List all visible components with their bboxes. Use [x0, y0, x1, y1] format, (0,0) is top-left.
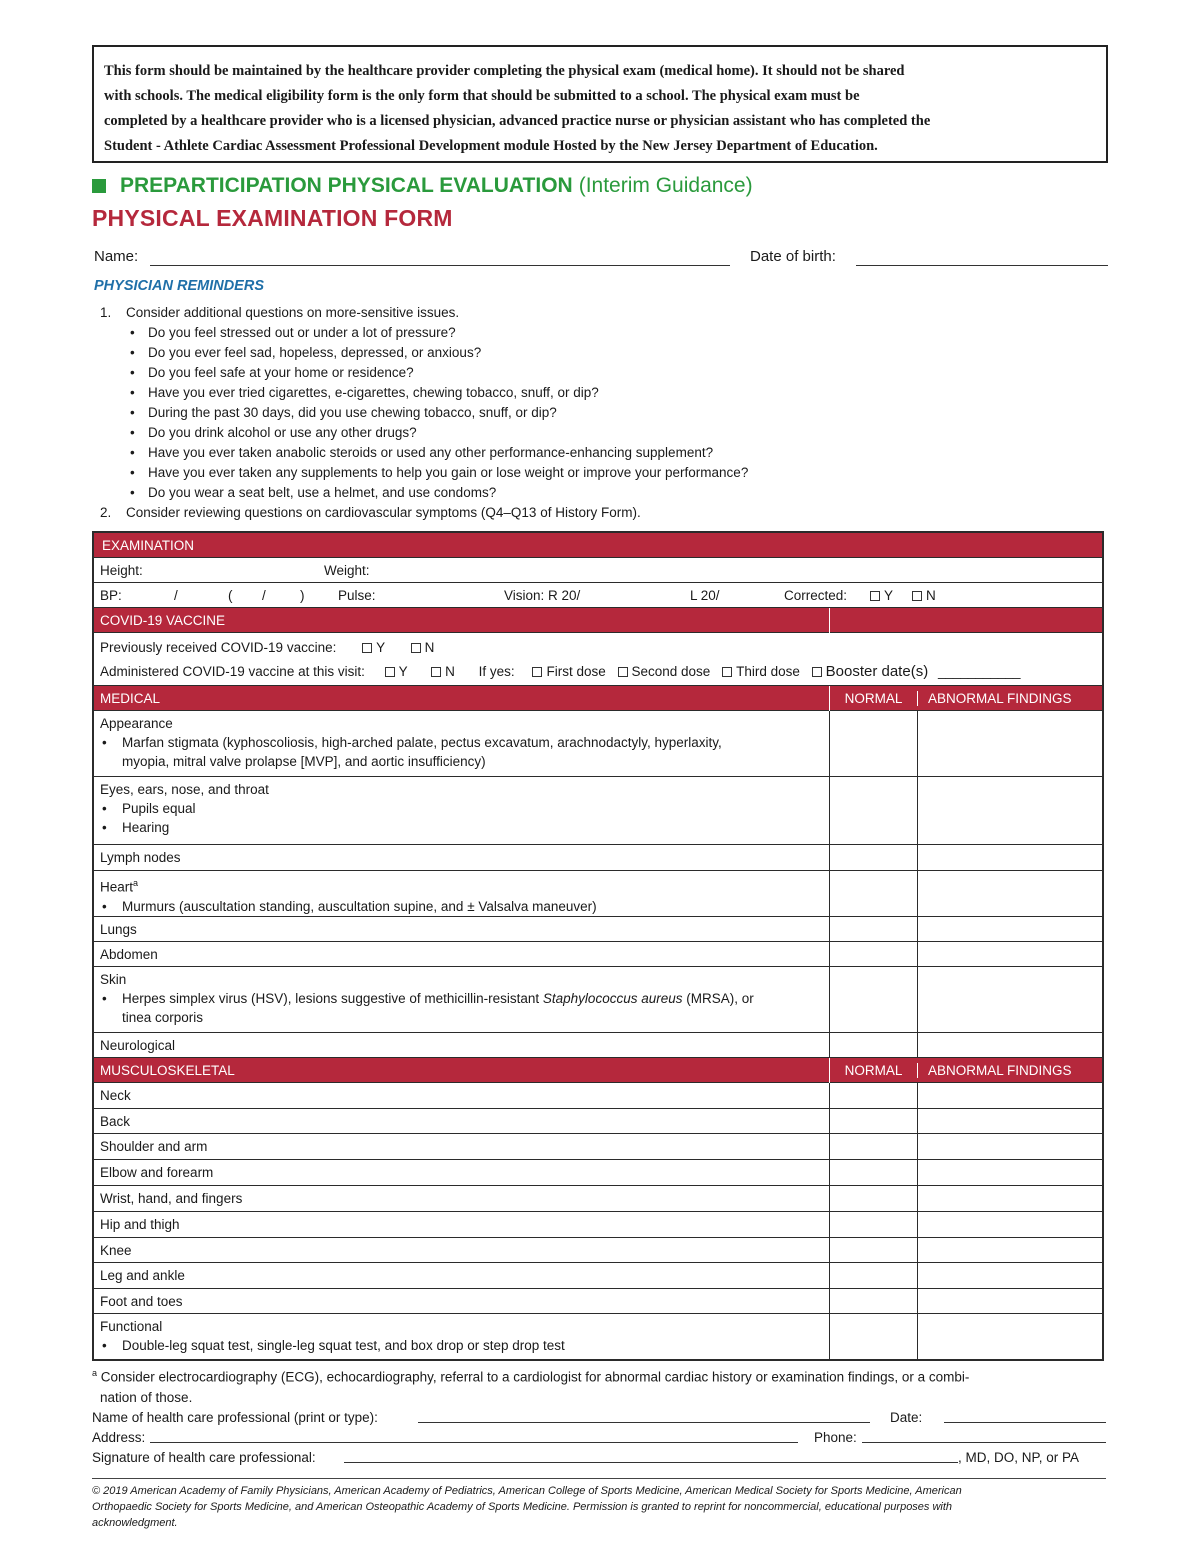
exam-row-heart	[94, 871, 1102, 917]
normal-column-header: NORMAL	[830, 691, 918, 706]
normal-cell[interactable]	[830, 1212, 918, 1237]
credentials-text: , MD, DO, NP, or PA	[958, 1449, 1080, 1465]
copyright-line: Orthopaedic Society for Sports Medicine, and American Osteopathic Academy of Sports Medicine. Permission is granted to reprint for noncommercial, educational purposes with	[92, 1501, 953, 1513]
msk-row	[94, 1238, 1102, 1263]
abnormal-cell[interactable]	[918, 777, 1102, 844]
no-label: N	[926, 588, 936, 603]
neuro-label: Neurological	[94, 1033, 830, 1057]
msk-item-label: Shoulder and arm	[94, 1134, 830, 1159]
reminder-number: 1.	[100, 305, 112, 320]
abnormal-cell[interactable]	[918, 1109, 1102, 1133]
copyright	[92, 1478, 1106, 1531]
bp-label[interactable]: BP:	[100, 588, 122, 603]
eyes-bullet: • Pupils equal	[100, 799, 823, 818]
msk-row	[94, 1212, 1102, 1238]
ppe-title	[92, 174, 753, 198]
skin-bullet-italic: Staphylococcus aureus	[542, 991, 683, 1006]
notice-line: Student - Athlete Cardiac Assessment Professional Development module Hosted by the New Jersey Department of Education.	[104, 138, 878, 154]
checkbox-icon	[532, 667, 542, 677]
covid-prev-no[interactable]	[411, 640, 435, 655]
notice-box	[92, 45, 1108, 163]
abnormal-cell[interactable]	[918, 1160, 1102, 1185]
reminder-item	[100, 303, 748, 323]
checkbox-icon	[870, 591, 880, 601]
address-label: Address:	[92, 1429, 146, 1445]
normal-cell[interactable]	[830, 1160, 918, 1185]
second-dose-label: Second dose	[631, 664, 711, 679]
msk-header	[94, 1058, 1102, 1083]
yes-label: Y	[884, 588, 894, 603]
footnote-cont: nation of those.	[100, 1389, 193, 1405]
first-dose-option[interactable]	[532, 664, 605, 679]
height-label[interactable]: Height:	[100, 563, 143, 578]
functional-cell	[94, 1314, 830, 1359]
msk-item-label: Neck	[94, 1083, 830, 1108]
msk-row	[94, 1109, 1102, 1134]
msk-item-label: Elbow and forearm	[94, 1160, 830, 1185]
abnormal-column-header: ABNORMAL FINDINGS	[928, 690, 1072, 706]
covid-row	[94, 633, 1102, 686]
abdomen-label: Abdomen	[94, 942, 830, 966]
covid-prev-yes[interactable]	[362, 640, 385, 655]
msk-row	[94, 1160, 1102, 1186]
vision-r-label[interactable]: Vision: R 20/	[504, 588, 581, 603]
ppe-subtitle: (Interim Guidance)	[578, 174, 753, 197]
checkbox-icon	[385, 667, 395, 677]
eyes-cell	[94, 777, 830, 844]
checkbox-icon	[722, 667, 732, 677]
heart-cell	[94, 871, 830, 916]
bp-slash: /	[174, 588, 178, 603]
msk-item-label: Back	[94, 1109, 830, 1133]
abnormal-column-header: ABNORMAL FINDINGS	[928, 1062, 1072, 1078]
reminder-bullet: • Do you wear a seat belt, use a helmet, and use condoms?	[100, 483, 748, 503]
normal-cell[interactable]	[830, 942, 918, 966]
hcp-name-field[interactable]	[418, 1422, 870, 1423]
msk-row	[94, 1186, 1102, 1212]
covid-admin-no[interactable]	[431, 664, 455, 679]
yes-label: Y	[398, 664, 408, 679]
checkbox-icon	[411, 643, 421, 653]
skin-label: Skin	[100, 972, 127, 987]
exam-row-skin	[94, 967, 1102, 1033]
signature-row	[92, 1448, 1108, 1468]
normal-cell[interactable]	[830, 871, 918, 916]
reminder-bullet: • Do you ever feel sad, hopeless, depressed, or anxious?	[100, 343, 748, 363]
address-row	[92, 1428, 1108, 1448]
name-dob-row	[94, 248, 1108, 270]
footnote-mark: a	[92, 1368, 98, 1378]
abnormal-cell[interactable]	[918, 942, 1102, 966]
exam-table	[92, 531, 1104, 1361]
normal-cell[interactable]	[830, 1238, 918, 1262]
skin-bullet-text-end: (MRSA), or	[682, 991, 754, 1006]
name-field[interactable]	[150, 265, 730, 266]
form-title: PHYSICAL EXAMINATION FORM	[92, 205, 453, 231]
abnormal-cell[interactable]	[918, 967, 1102, 1032]
reminder-item	[100, 503, 748, 523]
notice-line: completed by a healthcare provider who is a licensed physician, advanced practice nurse or physician assistant who has completed the	[104, 113, 931, 129]
covid-admin-label: Administered COVID-19 vaccine at this visit:	[100, 664, 365, 679]
checkbox-icon	[431, 667, 441, 677]
date-field[interactable]	[944, 1422, 1106, 1423]
covid-prev-label: Previously received COVID-19 vaccine:	[100, 640, 337, 655]
examination-header-label: EXAMINATION	[102, 537, 195, 553]
msk-row	[94, 1289, 1102, 1314]
appearance-cell	[94, 711, 830, 776]
exam-row-lungs	[94, 917, 1102, 942]
skin-bullet-cont: tinea corporis	[122, 1010, 204, 1025]
reminder-bullet: • Have you ever taken any supplements to help you gain or lose weight or improve your performance?	[100, 463, 748, 483]
vitals-cell	[94, 583, 1102, 607]
heart-footnote-mark: a	[133, 878, 139, 888]
normal-cell[interactable]	[830, 1109, 918, 1133]
copyright-line: acknowledgment.	[92, 1517, 178, 1529]
msk-item-label: Wrist, hand, and fingers	[94, 1186, 830, 1211]
checkbox-icon	[912, 591, 922, 601]
reminder-bullet: • During the past 30 days, did you use chewing tobacco, snuff, or dip?	[100, 403, 748, 423]
footer	[92, 1363, 1108, 1468]
exam-row-lymph	[94, 845, 1102, 871]
reminders-list	[100, 303, 748, 523]
bp-paren-close: )	[300, 588, 305, 603]
pulse-label[interactable]: Pulse:	[338, 588, 376, 603]
no-label: N	[424, 640, 435, 655]
notice-line: with schools. The medical eligibility form is the only form that should be submitted to a school. The physical exam must be	[104, 88, 860, 104]
lungs-label: Lungs	[94, 917, 830, 941]
skin-bullet	[100, 989, 823, 1008]
normal-cell[interactable]	[830, 917, 918, 941]
abnormal-cell[interactable]	[918, 1033, 1102, 1057]
phone-field[interactable]	[862, 1442, 1106, 1443]
msk-item-label: Knee	[94, 1238, 830, 1262]
checkbox-icon	[618, 667, 628, 677]
name-label: Name:	[94, 248, 139, 265]
reminder-bullet: • Have you ever tried cigarettes, e-cigarettes, chewing tobacco, snuff, or dip?	[100, 383, 748, 403]
exam-row-neuro	[94, 1033, 1102, 1058]
normal-cell[interactable]	[830, 1134, 918, 1159]
appearance-bullet-cont: myopia, mitral valve prolapse [MVP], and aortic insufficiency)	[122, 754, 486, 769]
covid-cell	[94, 633, 1102, 685]
normal-cell[interactable]	[830, 1033, 918, 1057]
no-label: N	[445, 664, 455, 679]
abnormal-cell[interactable]	[918, 871, 1102, 916]
reminder-text: Consider reviewing questions on cardiovascular symptoms (Q4–Q13 of History Form).	[126, 505, 641, 520]
abnormal-cell[interactable]	[918, 1289, 1102, 1313]
covid-header-label: COVID-19 VACCINE	[94, 608, 830, 633]
reminder-bullet: • Do you drink alcohol or use any other drugs?	[100, 423, 748, 443]
abnormal-cell[interactable]	[918, 711, 1102, 776]
signature-field[interactable]	[344, 1462, 958, 1463]
vitals-row	[94, 583, 1102, 608]
address-field[interactable]	[150, 1442, 798, 1443]
normal-column-header: NORMAL	[830, 1063, 918, 1078]
normal-cell[interactable]	[830, 967, 918, 1032]
msk-item-label: Hip and thigh	[94, 1212, 830, 1237]
functional-label: Functional	[100, 1319, 163, 1334]
normal-cell[interactable]	[830, 1083, 918, 1108]
abnormal-cell[interactable]	[918, 1212, 1102, 1237]
first-dose-label: First dose	[546, 664, 606, 679]
copyright-line: © 2019 American Academy of Family Physicians, American Academy of Pediatrics, American College of Sports Medicine, American Medical Society for Sports Medicine, American	[92, 1485, 962, 1497]
height-weight-cell	[94, 558, 1102, 582]
abnormal-cell[interactable]	[918, 1083, 1102, 1108]
abnormal-cell[interactable]	[918, 917, 1102, 941]
lymph-label: Lymph nodes	[94, 845, 830, 870]
skin-cell	[94, 967, 830, 1032]
msk-row-functional	[94, 1314, 1102, 1359]
reminder-bullet: • Have you ever taken anabolic steroids or used any other performance-enhancing supplement?	[100, 443, 748, 463]
notice-line: This form should be maintained by the healthcare provider completing the physical exam (medical home). It should not be shared	[104, 63, 905, 79]
third-dose-label: Third dose	[736, 664, 800, 679]
reminder-number: 2.	[100, 505, 112, 520]
weight-label[interactable]: Weight:	[324, 563, 370, 578]
reminder-bullet: • Do you feel safe at your home or residence?	[100, 363, 748, 383]
abnormal-cell[interactable]	[918, 1263, 1102, 1288]
heart-label	[100, 874, 823, 897]
examination-header	[94, 533, 1102, 558]
abnormal-cell[interactable]	[918, 1238, 1102, 1262]
corrected-yes[interactable]	[870, 586, 893, 605]
dob-field[interactable]	[856, 265, 1108, 266]
normal-cell[interactable]	[830, 1289, 918, 1313]
covid-prev-row	[100, 638, 434, 657]
bp-paren-open: (	[228, 588, 233, 603]
vision-l-label[interactable]: L 20/	[690, 588, 720, 603]
hcp-name-row	[92, 1408, 1108, 1428]
normal-cell[interactable]	[830, 1186, 918, 1211]
signature-label: Signature of health care professional:	[92, 1449, 316, 1465]
msk-item-label: Foot and toes	[94, 1289, 830, 1313]
normal-cell[interactable]	[830, 1314, 918, 1359]
booster-label: Booster date(s)	[825, 663, 929, 680]
functional-bullet: • Double-leg squat test, single-leg squat test, and box drop or step drop test	[100, 1336, 823, 1355]
second-dose-option[interactable]	[618, 664, 711, 679]
heart-text: Heart	[100, 879, 134, 895]
msk-item-label: Leg and ankle	[94, 1263, 830, 1288]
yes-label: Y	[376, 640, 385, 655]
msk-row	[94, 1083, 1102, 1109]
height-weight-row	[94, 558, 1102, 583]
bp-slash-2: /	[262, 588, 266, 603]
covid-header	[94, 608, 1102, 633]
phone-label: Phone:	[814, 1429, 857, 1445]
booster-option[interactable]	[812, 664, 929, 679]
checkbox-icon	[812, 667, 822, 677]
msk-row	[94, 1263, 1102, 1289]
medical-header-label: MEDICAL	[94, 686, 830, 711]
booster-date-field[interactable]: ___________	[937, 664, 1021, 679]
checkbox-icon	[362, 643, 372, 653]
footnote	[92, 1363, 1108, 1388]
normal-cell[interactable]	[830, 711, 918, 776]
reminders-title: PHYSICIAN REMINDERS	[94, 278, 264, 294]
eyes-bullet: • Hearing	[100, 818, 823, 837]
reminder-text: Consider additional questions on more-sensitive issues.	[126, 305, 460, 320]
skin-bullet-text: Herpes simplex virus (HSV), lesions suggestive of methicillin-resistant	[122, 991, 543, 1006]
medical-header	[94, 686, 1102, 711]
normal-cell[interactable]	[830, 1263, 918, 1288]
dob-label: Date of birth:	[750, 248, 836, 265]
exam-row-abdomen	[94, 942, 1102, 967]
covid-admin-row	[100, 662, 1021, 681]
abnormal-cell[interactable]	[918, 845, 1102, 870]
third-dose-option[interactable]	[722, 664, 800, 679]
abnormal-cell[interactable]	[918, 1314, 1102, 1359]
heart-bullet: • Murmurs (auscultation standing, auscultation supine, and ± Valsalva maneuver)	[100, 897, 823, 916]
appearance-bullet: • Marfan stigmata (kyphoscoliosis, high-arched palate, pectus excavatum, arachnodactyly, hyperlaxity,	[100, 733, 823, 752]
eyes-label: Eyes, ears, nose, and throat	[100, 782, 269, 797]
abnormal-cell[interactable]	[918, 1186, 1102, 1211]
exam-row-appearance	[94, 711, 1102, 777]
date-label: Date:	[890, 1409, 923, 1425]
reminder-bullet: • Do you feel stressed out or under a lot of pressure?	[100, 323, 748, 343]
exam-row-eyes	[94, 777, 1102, 845]
abnormal-cell[interactable]	[918, 1134, 1102, 1159]
msk-row	[94, 1134, 1102, 1160]
appearance-label: Appearance	[100, 716, 173, 731]
normal-cell[interactable]	[830, 777, 918, 844]
msk-header-label: MUSCULOSKELETAL	[94, 1058, 830, 1083]
if-yes-label: If yes:	[478, 664, 515, 679]
corrected-no[interactable]	[912, 586, 936, 605]
corrected-label: Corrected:	[784, 588, 848, 603]
footnote-text: Consider electrocardiography (ECG), echocardiography, referral to a cardiologist for abnormal cardiac history or examination findings, or a combi-	[97, 1369, 970, 1385]
hcp-name-label: Name of health care professional (print or type):	[92, 1409, 378, 1425]
ppe-title-text: PREPARTICIPATION PHYSICAL EVALUATION	[120, 174, 573, 197]
normal-cell[interactable]	[830, 845, 918, 870]
green-square-icon	[92, 179, 106, 193]
covid-admin-yes[interactable]	[385, 664, 408, 679]
